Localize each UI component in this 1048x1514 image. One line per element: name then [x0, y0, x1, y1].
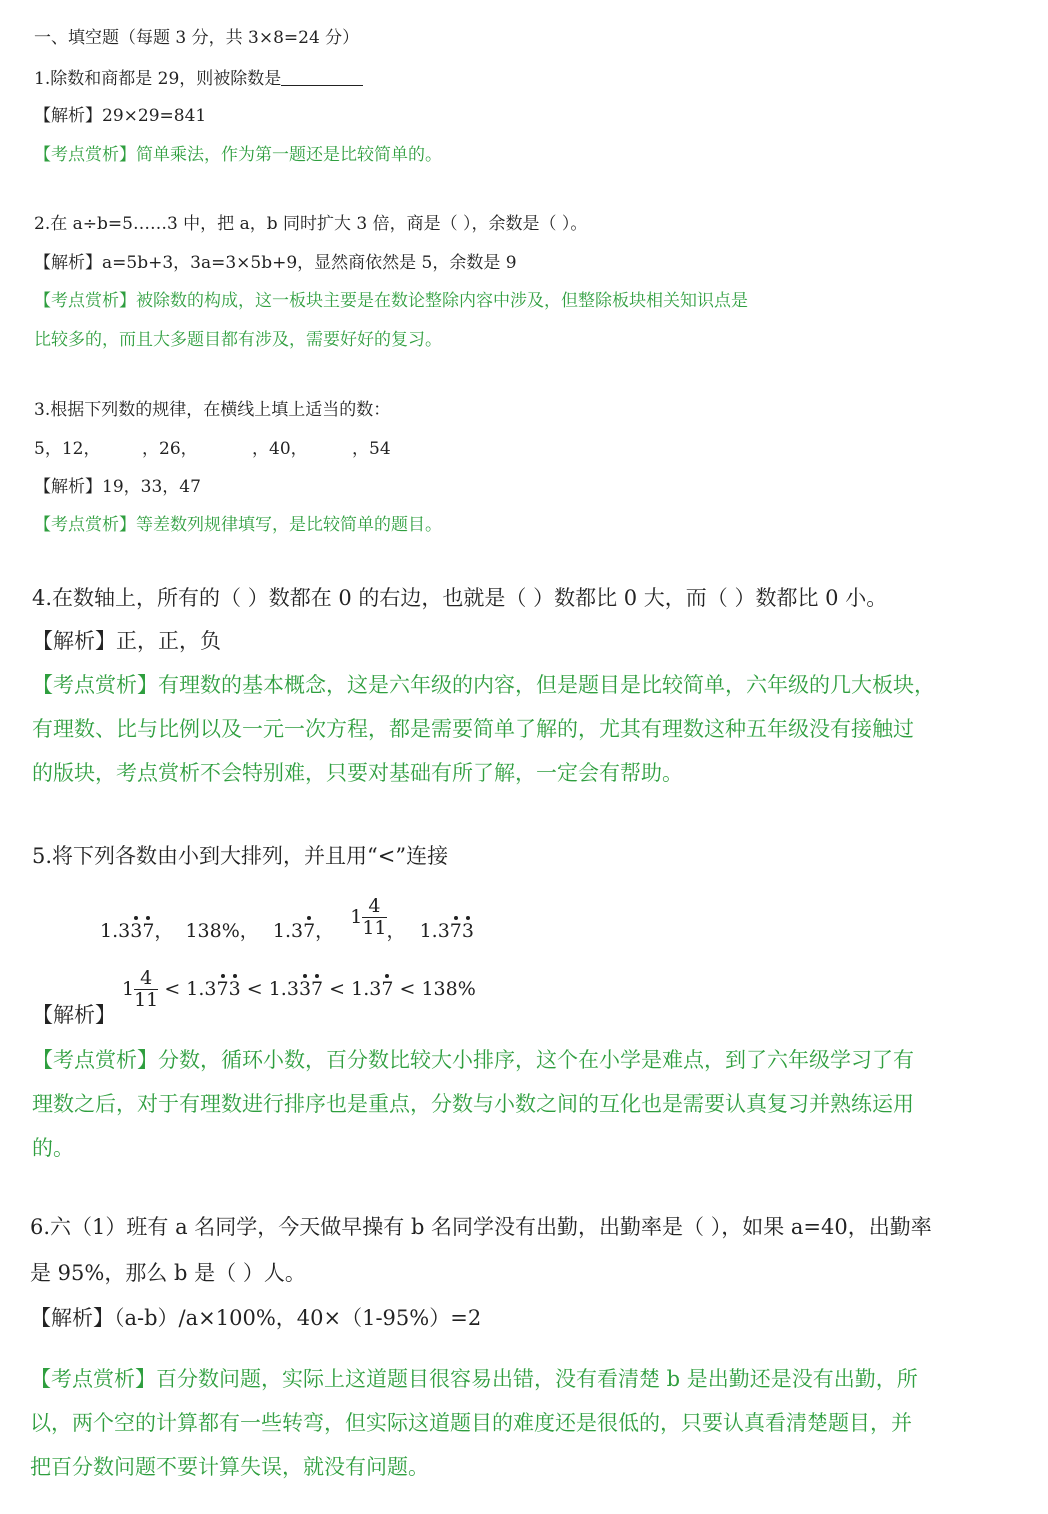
- q2-comment-line1: 【考点赏析】被除数的构成，这一板块主要是在数论整除内容中涉及，但整除板块相关知识点是: [34, 291, 748, 311]
- q3-seq-part4: ，54: [352, 439, 391, 459]
- q6-question-line2: 是 95%，那么 b 是（ ）人。: [30, 1261, 306, 1285]
- q5-item-repeating-decimal-3: 1.373: [419, 920, 474, 942]
- q3-seq-part1: 5，12，: [34, 439, 101, 459]
- q3-seq-part2: ，26，: [142, 439, 198, 459]
- q4-comment-line3: 的版块，考点赏析不会特别难，只要对基础有所了解，一定会有帮助。: [32, 761, 683, 785]
- q5-item-repeating-decimal-2: 1.37: [272, 920, 316, 942]
- q6-analysis: 【解析】（a-b）/a×100%，40×（1-95%）=2: [30, 1306, 482, 1330]
- q6-comment-line3: 把百分数问题不要计算失误，就没有问题。: [30, 1455, 429, 1479]
- q2-question: 2.在 a÷b=5……3 中，把 a，b 同时扩大 3 倍，商是（ ），余数是（ ）。: [34, 214, 588, 234]
- q6-comment-line2: 以，两个空的计算都有一些转弯，但实际这道题目的难度还是很低的，只要认真看清楚题目，并: [30, 1411, 912, 1435]
- q3-seq-part3: ，40，: [252, 439, 308, 459]
- q2-comment-line2: 比较多的，而且大多题目都有涉及，需要好好的复习。: [34, 330, 442, 350]
- q4-question: 4.在数轴上，所有的（ ）数都在 0 的右边，也就是（ ）数都比 0 大，而（ ）数都比 0 小。: [32, 586, 888, 610]
- q5-comment-line1: 【考点赏析】分数，循环小数，百分数比较大小排序，这个在小学是难点，到了六年级学习了有: [32, 1048, 914, 1072]
- q5-item-repeating-decimal-1: 1.337: [100, 920, 155, 942]
- q4-analysis: 【解析】正，正，负: [32, 629, 221, 653]
- q5-question: 5.将下列各数由小到大排列，并且用“<”连接: [32, 844, 449, 868]
- q2-analysis: 【解析】a=5b+3，3a=3×5b+9，显然商依然是 5，余数是 9: [34, 253, 517, 273]
- q5-answer-expression: 1 $\frac{4}{11}$ < 1.373 < 1.337 < 1.37 < 138%: [122, 967, 476, 1011]
- q5-comment-line3: 的。: [32, 1136, 74, 1160]
- q3-analysis: 【解析】19，33，47: [34, 477, 201, 497]
- q1-question: [34, 69, 363, 88]
- q4-comment-line1: 【考点赏析】有理数的基本概念，这是六年级的内容，但是题目是比较简单，六年级的几大板块，: [32, 673, 935, 697]
- section-title: 一、填空题（每题 3 分，共 3×8=24 分）: [34, 28, 360, 48]
- q1-question-text: 1.除数和商都是 29，则被除数是: [34, 69, 282, 89]
- q6-question-line1: 6.六（1）班有 a 名同学，今天做早操有 b 名同学没有出勤，出勤率是（ ），如果 a=40，出勤率: [30, 1215, 932, 1239]
- q6-comment-line1: 【考点赏析】百分数问题，实际上这道题目很容易出错，没有看清楚 b 是出勤还是没有出勤，所: [30, 1367, 918, 1391]
- q5-number-list: 1.337， 138%， 1.37， 1 $\frac{4}{11}$ ， 1.373: [100, 895, 474, 942]
- q5-item-mixed-fraction: 1 $\frac{4}{11}$: [350, 895, 387, 939]
- q4-comment-line2: 有理数、比与比例以及一元一次方程，都是需要简单了解的，尤其有理数这种五年级没有接触过: [32, 717, 914, 741]
- q1-answer-blank: [281, 69, 363, 86]
- q1-analysis: 【解析】29×29=841: [34, 106, 207, 126]
- q3-comment: 【考点赏析】等差数列规律填写，是比较简单的题目。: [34, 515, 442, 535]
- q1-comment: 【考点赏析】简单乘法，作为第一题还是比较简单的。: [34, 145, 442, 165]
- q5-item-percent: 138%: [185, 920, 240, 942]
- q5-analysis-label: 【解析】: [32, 1003, 116, 1027]
- q5-comment-line2: 理数之后，对于有理数进行排序也是重点，分数与小数之间的互化也是需要认真复习并熟练运用: [32, 1092, 914, 1116]
- q3-question: 3.根据下列数的规律，在横线上填上适当的数：: [34, 400, 391, 420]
